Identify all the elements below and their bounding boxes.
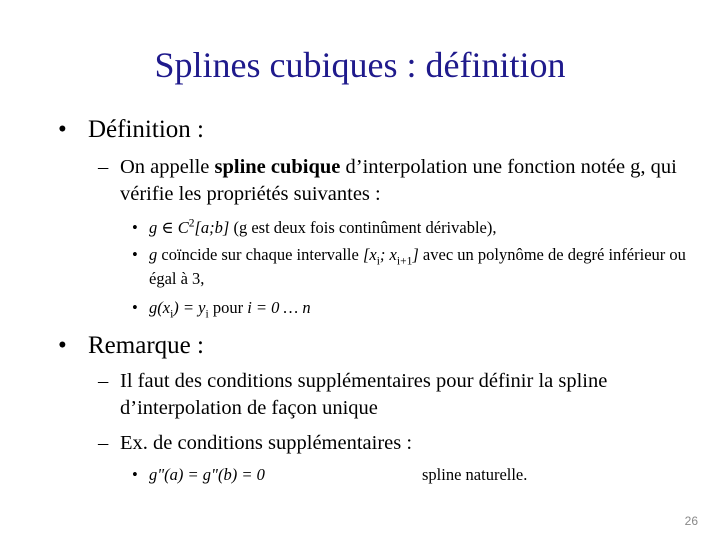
bullet-symbol: • (58, 332, 67, 359)
dash-symbol: – (98, 156, 109, 178)
page-number: 26 (684, 514, 698, 528)
interval-close: ] (412, 245, 419, 264)
property-2-text (132, 243, 710, 291)
condition-1 (132, 463, 392, 487)
remarque-sub-2-text: Ex. de conditions supplémentaires : (120, 432, 413, 454)
class-c: ∈ C (157, 218, 189, 237)
definition-sub-1 (98, 154, 713, 208)
property-1 (132, 216, 710, 240)
interval-sub-i1: i+1 (396, 255, 413, 268)
property-1-rest: (g est deux fois continûment dérivable), (229, 218, 497, 237)
slide-title: Splines cubiques : définition (154, 45, 566, 85)
eq-y: ) = y (173, 298, 206, 317)
var-g: g (149, 218, 158, 237)
interval-ab: [a;b] (194, 218, 230, 237)
interval-sep: ; x (379, 245, 397, 264)
remarque-sub-1 (98, 368, 713, 422)
definition-term: spline cubique (214, 156, 341, 178)
index-range: i = 0 … n (247, 298, 311, 317)
pour-word: pour (208, 298, 248, 317)
property-2-mid: coïncide sur chaque intervalle (157, 245, 363, 264)
property-2 (132, 243, 710, 291)
bullet-symbol: • (132, 245, 138, 264)
interval-sub-i: i (376, 255, 380, 268)
bullet-symbol: • (58, 116, 67, 143)
natural-condition: g"(a) = g"(b) = 0 (149, 465, 265, 484)
gx-open: g(x (149, 298, 171, 317)
gx-sub: i (170, 308, 174, 321)
property-3-text (132, 296, 710, 320)
var-g: g (149, 245, 158, 264)
dash-symbol: – (98, 432, 109, 454)
definition-heading: Définition : (88, 116, 204, 143)
property-3 (132, 296, 710, 320)
natural-spline-note: spline naturelle. (422, 465, 528, 484)
bullet-symbol: • (132, 218, 138, 237)
y-sub: i (205, 308, 209, 321)
condition-formula (132, 463, 392, 487)
bullet-symbol: • (132, 465, 138, 484)
interval-open: [x (362, 245, 377, 264)
definition-prefix: On appelle (120, 156, 215, 178)
remarque-sub-2 (98, 430, 713, 457)
bullet-symbol: • (132, 298, 138, 317)
property-1-text (132, 216, 710, 240)
property-2-rest: avec un polynôme de degré inférieur ou égal à 3, (149, 245, 686, 288)
class-exponent: 2 (188, 217, 195, 230)
definition-suffix: d’interpolation une fonction notée g, qui vérifie les propriétés suivantes : (120, 156, 677, 205)
remarque-heading: Remarque : (88, 332, 204, 359)
dash-symbol: – (98, 370, 109, 392)
remarque-sub-1-text: Il faut des conditions supplémentaires pour définir la spline d’interpolation de façon unique (120, 370, 608, 419)
definition-sentence (98, 154, 713, 208)
